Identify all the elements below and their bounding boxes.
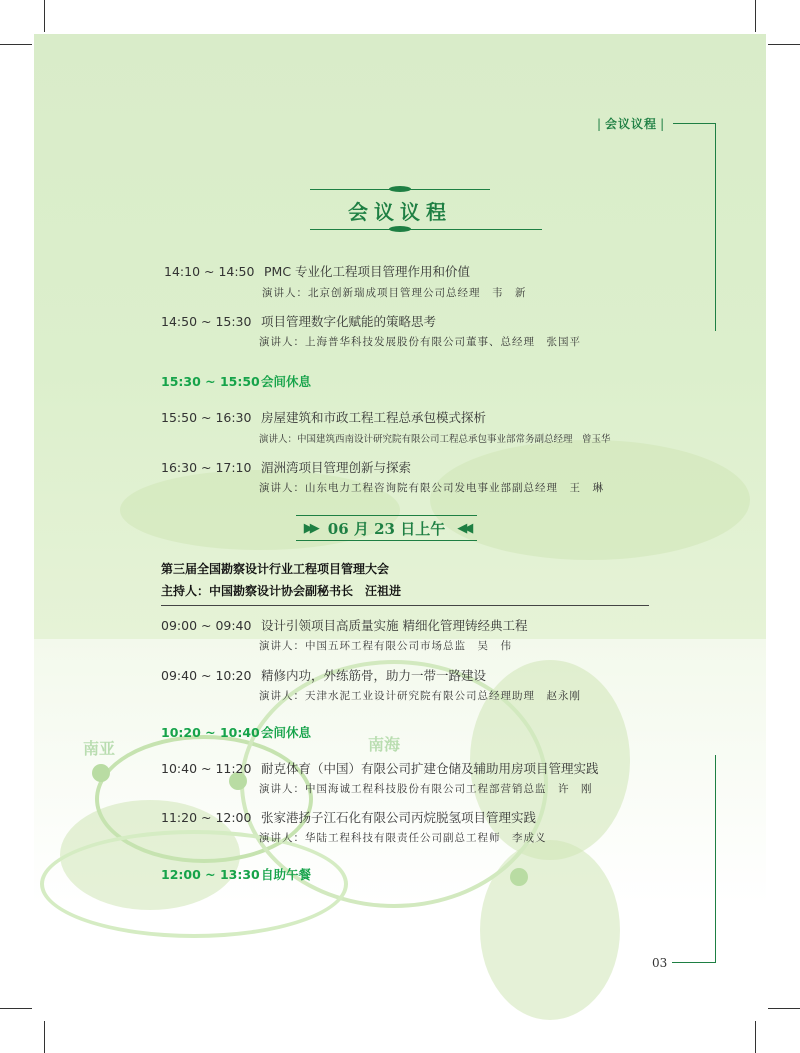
- agenda-speaker: 演讲人：中国海诚工程科技股份有限公司工程部营销总监 许 刚: [259, 783, 593, 795]
- agenda-speaker: 演讲人：华陆工程科技有限责任公司副总工程师 李成义: [259, 832, 547, 844]
- ornament-knot: [389, 226, 411, 232]
- date-text: 06 月 23 日上午: [327, 519, 446, 538]
- agenda-time: 14:10 ~ 14:50: [164, 264, 255, 279]
- agenda-topic: 张家港扬子江石化有限公司丙烷脱氢项目管理实践: [261, 810, 537, 825]
- crop-mark: [0, 44, 32, 45]
- agenda-item: [164, 262, 470, 280]
- agenda-time: 11:20 ~ 12:00: [161, 810, 252, 825]
- agenda-time: 09:40 ~ 10:20: [161, 668, 252, 683]
- agenda-speaker: 演讲人：中国建筑西南设计研究院有限公司工程总承包事业部常务副总经理 曾玉华: [259, 434, 611, 445]
- agenda-topic: 设计引领项目高质量实施 精细化管理铸经典工程: [261, 618, 528, 633]
- agenda-time: 10:40 ~ 11:20: [161, 761, 252, 776]
- frame-line: [673, 123, 716, 124]
- agenda-speaker: 演讲人：北京创新瑞成项目管理公司总经理 韦 新: [262, 287, 527, 299]
- agenda-topic: 房屋建筑和市政工程工程总承包模式探析: [261, 410, 487, 425]
- agenda-time: 16:30 ~ 17:10: [161, 460, 252, 475]
- agenda-speaker: 演讲人：中国五环工程有限公司市场总监 吴 伟: [259, 640, 512, 652]
- crop-mark: [755, 1021, 756, 1053]
- crop-mark: [755, 0, 756, 32]
- agenda-time: 09:00 ~ 09:40: [161, 618, 252, 633]
- agenda-time: 15:50 ~ 16:30: [161, 410, 252, 425]
- break-item: 10:20 ~ 10:40会间休息: [161, 725, 312, 740]
- divider: [161, 605, 649, 606]
- agenda-item: [161, 458, 411, 476]
- lunch-item: 12:00 ~ 13:30自助午餐: [161, 867, 312, 882]
- agenda-speaker: 演讲人：天津水泥工业设计研究院有限公司总经理助理 赵永刚: [259, 690, 581, 702]
- map-shape: [430, 440, 750, 560]
- break-item: 15:30 ~ 15:50会间休息: [161, 374, 312, 389]
- agenda-topic: 湄洲湾项目管理创新与探索: [261, 460, 412, 475]
- route-arc: [40, 830, 348, 938]
- crop-mark: [44, 0, 45, 32]
- crop-mark: [0, 1008, 32, 1009]
- agenda-item: [161, 666, 486, 684]
- double-arrow-left-icon: ◀◀: [457, 520, 470, 536]
- header-tag: | 会议议程 |: [597, 117, 666, 131]
- frame-line: [715, 755, 716, 963]
- double-arrow-right-icon: ▶▶: [303, 520, 316, 536]
- map-label-south-asia: 南亚: [83, 739, 116, 758]
- agenda-topic: 精修内功，外练筋骨，助力一带一路建设: [261, 668, 487, 683]
- title-ornament-bottom: [310, 229, 542, 230]
- agenda-item: [161, 616, 527, 634]
- agenda-speaker: 演讲人：山东电力工程咨询院有限公司发电事业部副总经理 王 琳: [259, 482, 604, 494]
- agenda-item: [161, 759, 599, 777]
- map-label-south-sea: 南海: [368, 735, 401, 754]
- crop-mark: [44, 1021, 45, 1053]
- agenda-topic: PMC 专业化工程项目管理作用和价值: [264, 264, 471, 279]
- agenda-time: 14:50 ~ 15:30: [161, 314, 252, 329]
- agenda-item: [161, 312, 436, 330]
- agenda-speaker: 演讲人：上海普华科技发展股份有限公司董事、总经理 张国平: [259, 336, 581, 348]
- host-line: 主持人：中国勘察设计协会副秘书长 汪祖进: [161, 584, 402, 598]
- frame-line: [672, 962, 716, 963]
- agenda-topic: 耐克体育（中国）有限公司扩建仓储及辅助用房项目管理实践: [261, 761, 599, 776]
- frame-line: [715, 123, 716, 331]
- crop-mark: [768, 1008, 800, 1009]
- route-dot: [510, 868, 528, 886]
- page-number: 03: [652, 956, 668, 970]
- ornament-knot: [389, 186, 411, 192]
- page-title: 会议议程: [348, 200, 452, 224]
- route-dot: [92, 764, 110, 782]
- crop-mark: [768, 44, 800, 45]
- date-banner: [296, 515, 477, 541]
- agenda-topic: 项目管理数字化赋能的策略思考: [261, 314, 437, 329]
- conference-name: 第三届全国勘察设计行业工程项目管理大会: [161, 562, 390, 576]
- agenda-item: [161, 808, 536, 826]
- agenda-item: [161, 408, 486, 426]
